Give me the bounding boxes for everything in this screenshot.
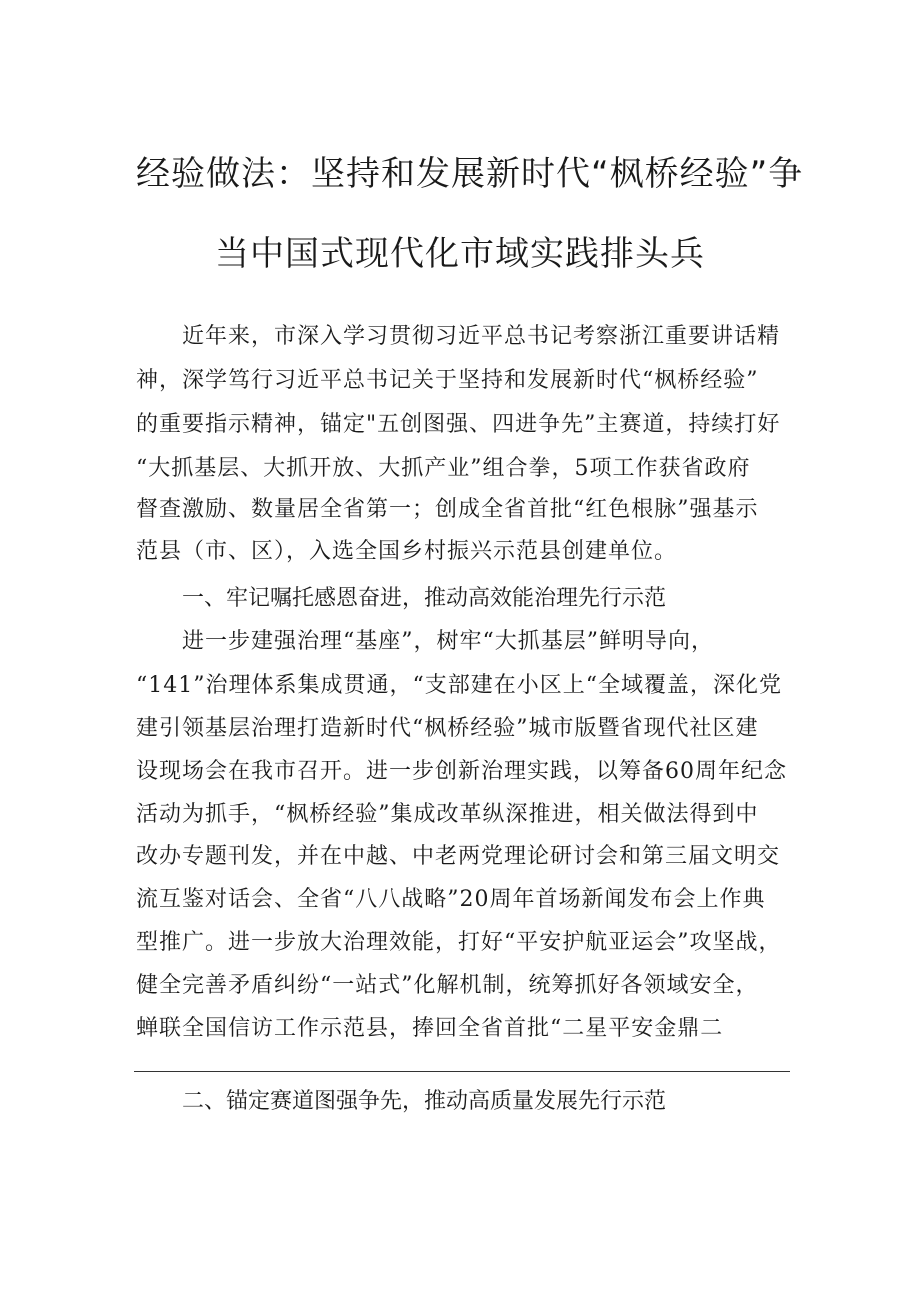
section-1-heading: 一、牢记嘱托感恩奋进，推动高效能治理先行示范 [182, 586, 667, 611]
section-1-line: 活动为抓手，“枫桥经验”集成改革纵深推进，相关做法得到中 [136, 802, 759, 827]
section-1-line: 蝉联全国信访工作示范县，捧回全省首批“二星平安金鼎二 [136, 1016, 724, 1041]
section-1-line: 健全完善矛盾纠纷“一站式”化解机制，统筹抓好各领域安全， [136, 973, 759, 998]
intro-line: 督查激励、数量居全省第一；创成全省首批“红色根脉”强基示 [136, 497, 759, 522]
intro-line: “大抓基层、大抓开放、大抓产业”组合拳，5项工作获省政府 [136, 456, 751, 481]
section-1-line: 流互鉴对话会、全省“八八战略”20周年首场新闻发布会上作典 [136, 887, 766, 912]
section-1-line: 设现场会在我市召开。进一步创新治理实践，以筹备60周年纪念 [136, 759, 787, 784]
section-1-line: 改办专题刊发，并在中越、中老两党理论研讨会和第三届文明交 [136, 844, 781, 869]
section-1-line: 建引领基层治理打造新时代“枫桥经验”城市版暨省现代社区建 [136, 716, 759, 741]
section-1-line: 进一步建强治理“基座”，树牢“大抓基层”鲜明导向， [182, 629, 714, 654]
intro-line: 的重要指示精神，锚定"五创图强、四进争先”主赛道，持续打好 [136, 412, 781, 437]
page-break-divider [134, 1071, 790, 1072]
document-title-line-2: 当中国式现代化市域实践排头兵 [215, 234, 705, 274]
section-1-line: 型推广。进一步放大治理效能，打好“平安护航亚运会”攻坚战， [136, 930, 782, 955]
intro-line: 神，深学笃行习近平总书记关于坚持和发展新时代“枫桥经验” [136, 368, 759, 393]
section-1-line: “141”治理体系集成贯通，“支部建在小区上“全域覆盖，深化党 [136, 673, 782, 698]
intro-line: 近年来，市深入学习贯彻习近平总书记考察浙江重要讲话精 [182, 324, 781, 349]
intro-line: 范县（市、区），入选全国乡村振兴示范县创建单位。 [136, 539, 678, 564]
document-title-line-1: 经验做法：坚持和发展新时代“枫桥经验”争 [136, 154, 804, 194]
section-2-heading: 二、锚定赛道图强争先，推动高质量发展先行示范 [182, 1089, 667, 1114]
